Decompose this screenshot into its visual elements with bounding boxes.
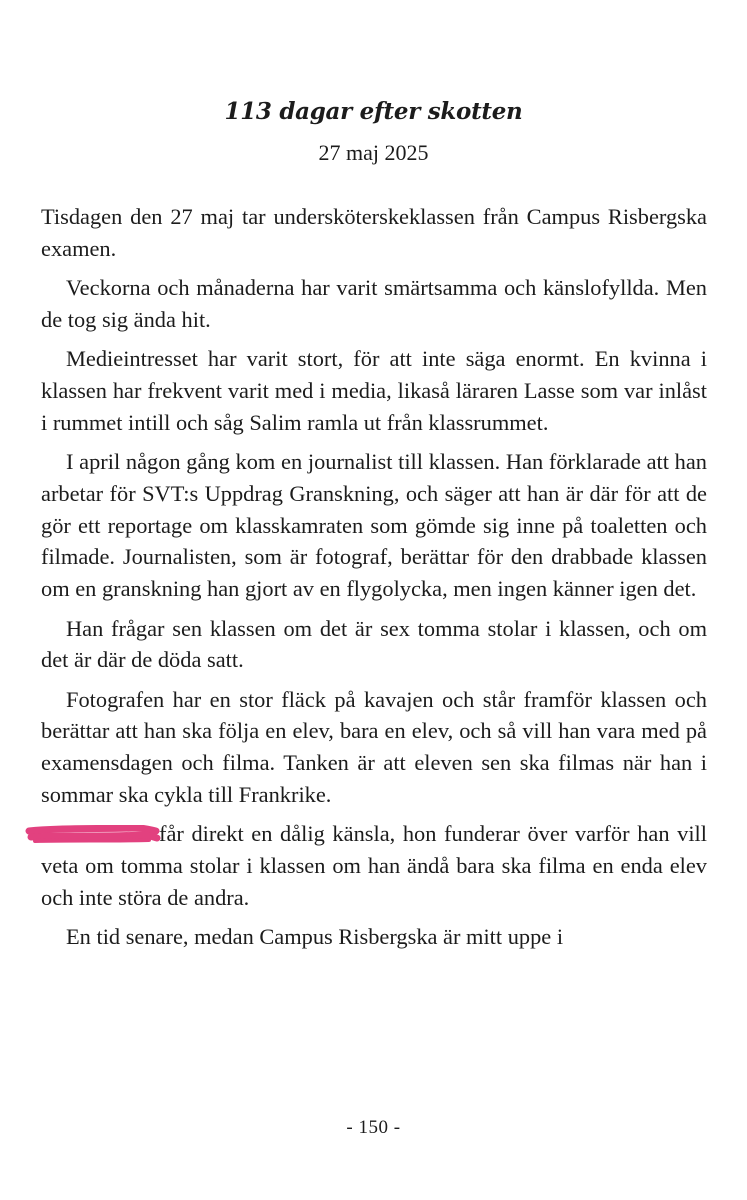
chapter-title: 113 dagar efter skotten [224, 98, 523, 125]
redacted-paragraph-text: får direkt en dålig känsla, hon funderar över varför han vill veta om tomma stolar i klassen om han ändå bara ska filma en enda elev och inte störa de andra. [41, 821, 707, 910]
paragraph-redacted [41, 818, 707, 913]
paragraph: Tisdagen den 27 maj tar undersköterskeklassen från Campus Risbergska examen. [41, 204, 707, 261]
body-text [41, 201, 707, 961]
paragraph: Fotografen har en stor fläck på kavajen och står framför klassen och berättar att han ska följa en elev, bara en elev, och så vill han vara med på examensdagen och filma. Tanken är att eleven sen ska filmas när han i sommar ska cykla till Frankrike. [41, 686, 707, 808]
chapter-date: 27 maj 2025 [318, 140, 429, 165]
redaction-mark [33, 827, 159, 841]
paragraph: Han frågar sen klassen om det är sex tomma stolar i klassen, och om det är där de döda satt. [41, 615, 707, 673]
paragraph: I april någon gång kom en journalist till klassen. Han förklarade att han arbetar för SVT:s Uppdrag Granskning, och säger att han är där för att de gör ett reportage om klasskamraten som gömde sig inne på toaletten och filmade. Journalisten, som är fotograf, berättar för den drabbade klassen om en granskning han gjort av en flygolycka, men ingen känner igen det. [41, 449, 707, 602]
page-number: - 150 - [346, 1117, 401, 1138]
paragraph: En tid senare, medan Campus Risbergska är mitt uppe i [66, 924, 564, 950]
paragraph: Veckorna och månaderna har varit smärtsamma och känslofyllda. Men de tog sig ända hit. [41, 275, 707, 332]
paragraph: Medieintresset har varit stort, för att inte säga enormt. En kvinna i klassen har frekvent varit med i media, likaså läraren Lasse som var inlåst i rummet intill och såg Salim ramla ut från klassrummet. [41, 346, 707, 435]
